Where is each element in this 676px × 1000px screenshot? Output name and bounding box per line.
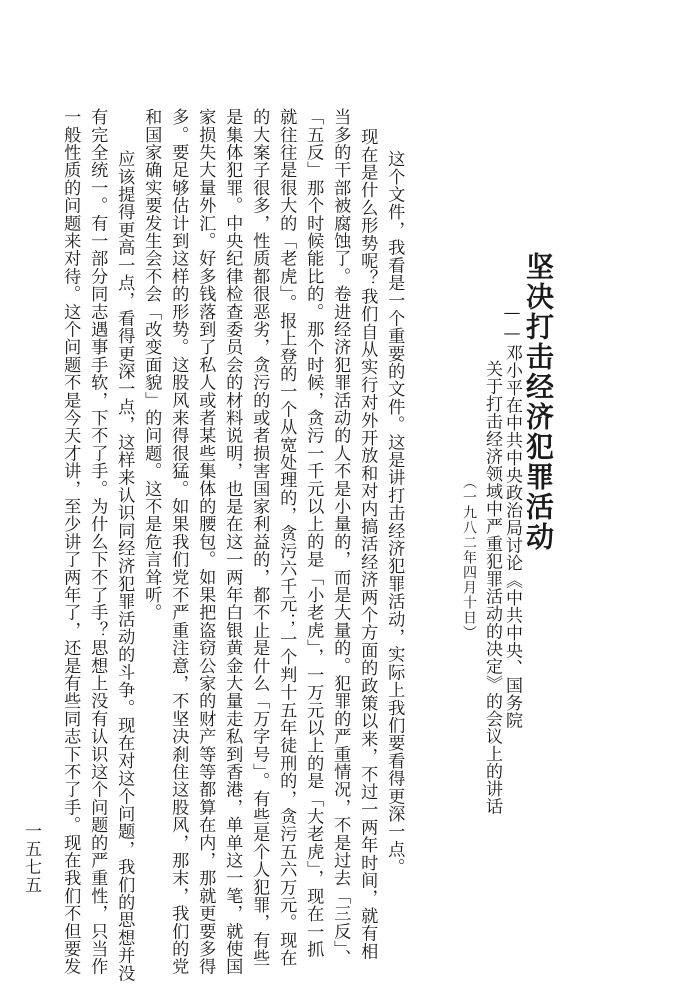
- body-column-2: 现在是什么形势呢？我们自从实行对外开放和对内搞活经济两个方面的政策以来，不过一两年时间，就有相: [357, 128, 378, 960]
- body-column-3: 当多的干部被腐蚀了。卷进经济犯罪活动的人不是小量的，而是大量的。犯罪的严重情况，不是过去「三反」、: [330, 108, 351, 967]
- page-number: 一五七五: [21, 822, 41, 894]
- body-column-1: 这个文件，我看是一个重要的文件。这是讲打击经济犯罪活动，实际上我们要看得更深一点。: [384, 150, 405, 876]
- body-column-12: 有完全统一。有一部分同志遇事手软，下不了手。为什么下不了手？思想上没有认识这个问题的严重性，只当作: [87, 108, 108, 976]
- body-column-11: 应该提得更高一点，看得更深一点，这样来认识同经济犯罪活动的斗争。现在对这个问题，我们的思想并没: [114, 150, 135, 982]
- body-column-13: 一般性质的问题来对待。这个问题不是今天才讲，至少讲了两年了，还是有些同志下不了手。现在我们不但要发: [60, 108, 81, 976]
- body-column-6: 的大案子很多，性质都很恶劣，贪污的或者损害国家利益的，都不止是什么「万字号」。有些是个人犯罪，有些: [249, 108, 270, 967]
- article-title: 坚决打击经济犯罪活动: [522, 252, 555, 552]
- body-column-10: 和国家确实要发生会不会「改变面貌」的问题。这不是危言耸听。: [141, 108, 162, 622]
- article-subtitle-line-2: 关于打击经济领域中严重犯罪活动的决定》的会议上的讲话: [482, 360, 502, 815]
- body-column-9: 多。要足够估计到这样的形势。这股风来得很猛。如果我们党不严重注意，不坚决刹住这股风，那末，我们的党: [168, 108, 189, 976]
- body-column-7: 是集体犯罪。中央纪律检查委员会的材料说明，也是在这一两年白银黄金大量走私到香港，单单这一笔，就使国: [222, 108, 243, 976]
- article-date: （一九八二年四月十日）: [461, 475, 477, 640]
- body-column-4: 「五反」那个时候能比的。那个时候，贪污一千元以上的是「小老虎」，一万元以上的是「大老虎」，现在一抓: [303, 108, 324, 959]
- article-subtitle-line-1: ——邓小平在中共中央政治局讨论《中共中央、国务院: [502, 303, 522, 729]
- body-column-5: 就往往是很大的「老虎」。报上登的一个从宽处理的，贪污六千元；一个判十五年徒刑的，贪污五六万元。现在: [276, 108, 297, 967]
- body-column-8: 家损失大量外汇。好多钱落到了私人或者某些集体的腰包。如果把盗窃公家的财产等等都算在内，那就更要多得: [195, 108, 216, 976]
